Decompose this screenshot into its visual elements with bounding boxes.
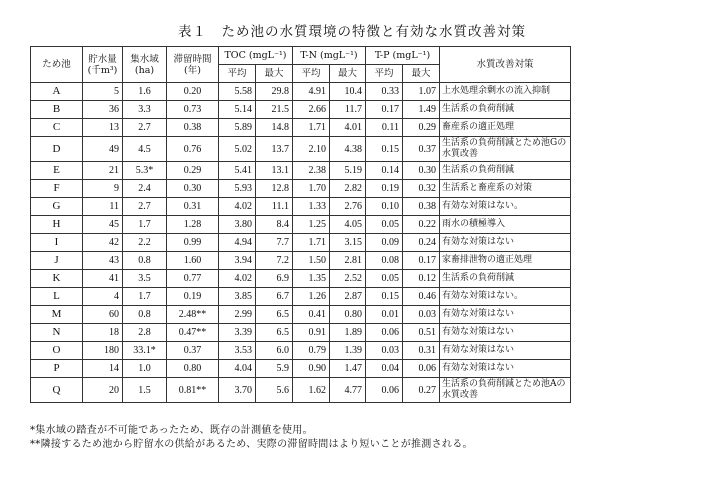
toc-avg-cell: 5.93 — [219, 180, 256, 198]
pond-cell: H — [31, 216, 83, 234]
storage-cell: 42 — [83, 234, 123, 252]
measure-cell: 生活系の負荷削減 — [440, 270, 571, 288]
tn-max-cell: 5.19 — [330, 162, 366, 180]
tp-avg-cell: 0.17 — [366, 101, 403, 119]
tp-avg-cell: 0.06 — [366, 324, 403, 342]
measure-cell: 有効な対策はない — [440, 360, 571, 378]
retention-cell: 0.81** — [167, 378, 219, 403]
toc-avg-cell: 5.14 — [219, 101, 256, 119]
footnote-retention: **隣接するため池から貯留水の供給があるため、実際の滞留時間はより短いことが推測される。 — [30, 439, 473, 450]
tn-avg-cell: 1.70 — [293, 180, 330, 198]
retention-cell: 0.20 — [167, 83, 219, 101]
tn-max-cell: 11.7 — [330, 101, 366, 119]
tp-avg-cell: 0.04 — [366, 360, 403, 378]
toc-avg-cell: 5.89 — [219, 119, 256, 137]
measure-cell: 畜産系の適正処理 — [440, 119, 571, 137]
table-row — [31, 324, 571, 342]
table-row — [31, 162, 571, 180]
toc-max-cell: 6.5 — [256, 324, 293, 342]
catchment-cell: 3.3 — [123, 101, 167, 119]
tp-max-cell: 0.27 — [403, 378, 440, 403]
toc-max-cell: 29.8 — [256, 83, 293, 101]
toc-avg-cell: 3.53 — [219, 342, 256, 360]
header-toc: TOC (mgL⁻¹) — [219, 47, 293, 65]
table-row — [31, 83, 571, 101]
header-catchment-label: 集水域 — [130, 53, 159, 65]
toc-max-cell: 7.2 — [256, 252, 293, 270]
tn-avg-cell: 1.62 — [293, 378, 330, 403]
measure-cell: 有効な対策はない — [440, 342, 571, 360]
tn-max-cell: 2.81 — [330, 252, 366, 270]
tn-avg-cell: 1.71 — [293, 119, 330, 137]
tp-avg-cell: 0.01 — [366, 306, 403, 324]
storage-cell: 36 — [83, 101, 123, 119]
tn-avg-cell: 1.26 — [293, 288, 330, 306]
table-body — [31, 83, 571, 403]
toc-max-cell: 6.5 — [256, 306, 293, 324]
toc-max-cell: 5.6 — [256, 378, 293, 403]
toc-max-cell: 6.7 — [256, 288, 293, 306]
catchment-cell: 3.5 — [123, 270, 167, 288]
toc-max-cell: 13.7 — [256, 137, 293, 162]
toc-max-cell: 7.7 — [256, 234, 293, 252]
table-row — [31, 270, 571, 288]
toc-max-cell: 8.4 — [256, 216, 293, 234]
retention-cell: 0.38 — [167, 119, 219, 137]
retention-cell: 0.19 — [167, 288, 219, 306]
storage-cell: 180 — [83, 342, 123, 360]
tn-avg-cell: 0.41 — [293, 306, 330, 324]
header-tp-avg: 平均 — [366, 65, 403, 83]
toc-avg-cell: 3.85 — [219, 288, 256, 306]
header-storage-label: 貯水量 — [88, 53, 117, 65]
tp-max-cell: 0.38 — [403, 198, 440, 216]
retention-cell: 0.47** — [167, 324, 219, 342]
pond-cell: J — [31, 252, 83, 270]
storage-cell: 45 — [83, 216, 123, 234]
tn-max-cell: 4.05 — [330, 216, 366, 234]
tp-max-cell: 0.24 — [403, 234, 440, 252]
table-row — [31, 342, 571, 360]
storage-cell: 41 — [83, 270, 123, 288]
tn-avg-cell: 1.71 — [293, 234, 330, 252]
tn-max-cell: 4.01 — [330, 119, 366, 137]
table-row — [31, 306, 571, 324]
toc-max-cell: 12.8 — [256, 180, 293, 198]
table-row — [31, 101, 571, 119]
tn-max-cell: 0.80 — [330, 306, 366, 324]
tn-avg-cell: 0.79 — [293, 342, 330, 360]
retention-cell: 0.37 — [167, 342, 219, 360]
catchment-cell: 5.3* — [123, 162, 167, 180]
pond-cell: L — [31, 288, 83, 306]
tn-avg-cell: 4.91 — [293, 83, 330, 101]
table-row — [31, 252, 571, 270]
tp-avg-cell: 0.10 — [366, 198, 403, 216]
tp-avg-cell: 0.15 — [366, 137, 403, 162]
measure-cell: 有効な対策はない — [440, 324, 571, 342]
toc-avg-cell: 4.04 — [219, 360, 256, 378]
toc-max-cell: 6.9 — [256, 270, 293, 288]
header-tn-max: 最大 — [330, 65, 366, 83]
toc-max-cell: 5.9 — [256, 360, 293, 378]
toc-max-cell: 14.8 — [256, 119, 293, 137]
storage-cell: 4 — [83, 288, 123, 306]
tp-avg-cell: 0.33 — [366, 83, 403, 101]
catchment-cell: 2.7 — [123, 119, 167, 137]
header-toc-max: 最大 — [256, 65, 293, 83]
tp-max-cell: 0.37 — [403, 137, 440, 162]
tp-max-cell: 0.46 — [403, 288, 440, 306]
tp-avg-cell: 0.11 — [366, 119, 403, 137]
toc-avg-cell: 5.41 — [219, 162, 256, 180]
catchment-cell: 1.0 — [123, 360, 167, 378]
catchment-cell: 2.2 — [123, 234, 167, 252]
measure-cell: 有効な対策はない — [440, 306, 571, 324]
header-retention — [167, 47, 219, 83]
storage-cell: 43 — [83, 252, 123, 270]
tp-avg-cell: 0.08 — [366, 252, 403, 270]
tn-max-cell: 2.82 — [330, 180, 366, 198]
tp-max-cell: 0.32 — [403, 180, 440, 198]
tp-avg-cell: 0.19 — [366, 180, 403, 198]
tn-avg-cell: 1.35 — [293, 270, 330, 288]
tn-avg-cell: 0.91 — [293, 324, 330, 342]
measure-cell: 生活系の負荷削減 — [440, 101, 571, 119]
header-retention-label: 滞留時間 — [173, 53, 212, 65]
tn-avg-cell: 1.50 — [293, 252, 330, 270]
header-storage-unit: (千m³) — [87, 64, 118, 76]
pond-cell: Q — [31, 378, 83, 403]
toc-avg-cell: 3.39 — [219, 324, 256, 342]
table-row — [31, 216, 571, 234]
table-row — [31, 198, 571, 216]
pond-cell: K — [31, 270, 83, 288]
tp-avg-cell: 0.03 — [366, 342, 403, 360]
catchment-cell: 1.5 — [123, 378, 167, 403]
tn-max-cell: 4.38 — [330, 137, 366, 162]
measure-cell: 有効な対策はない。 — [440, 288, 571, 306]
tp-max-cell: 0.17 — [403, 252, 440, 270]
storage-cell: 11 — [83, 198, 123, 216]
table-row — [31, 180, 571, 198]
measure-cell: 有効な対策はない — [440, 234, 571, 252]
measure-cell: 有効な対策はない。 — [440, 198, 571, 216]
header-catchment — [123, 47, 167, 83]
table-row — [31, 288, 571, 306]
storage-cell: 5 — [83, 83, 123, 101]
retention-cell: 0.77 — [167, 270, 219, 288]
table-caption: 表１ ため池の水質環境の特徴と有効な水質改善対策 — [178, 24, 526, 40]
toc-avg-cell: 3.80 — [219, 216, 256, 234]
table-row — [31, 234, 571, 252]
catchment-cell: 33.1* — [123, 342, 167, 360]
pond-cell: M — [31, 306, 83, 324]
header-measures: 水質改善対策 — [440, 47, 571, 83]
storage-cell: 13 — [83, 119, 123, 137]
toc-avg-cell: 3.94 — [219, 252, 256, 270]
tp-max-cell: 1.49 — [403, 101, 440, 119]
header-retention-unit: (年) — [184, 64, 201, 76]
retention-cell: 0.99 — [167, 234, 219, 252]
tp-avg-cell: 0.14 — [366, 162, 403, 180]
retention-cell: 0.76 — [167, 137, 219, 162]
tp-max-cell: 1.07 — [403, 83, 440, 101]
tp-max-cell: 0.31 — [403, 342, 440, 360]
tn-avg-cell: 2.66 — [293, 101, 330, 119]
measure-cell: 生活系の負荷削減 — [440, 162, 571, 180]
toc-max-cell: 13.1 — [256, 162, 293, 180]
toc-avg-cell: 5.58 — [219, 83, 256, 101]
measure-cell: 家畜排泄物の適正処理 — [440, 252, 571, 270]
table-row — [31, 360, 571, 378]
tn-max-cell: 2.87 — [330, 288, 366, 306]
pond-cell: O — [31, 342, 83, 360]
toc-avg-cell: 4.94 — [219, 234, 256, 252]
catchment-cell: 1.6 — [123, 83, 167, 101]
tn-max-cell: 4.77 — [330, 378, 366, 403]
toc-avg-cell: 3.70 — [219, 378, 256, 403]
catchment-cell: 1.7 — [123, 288, 167, 306]
tp-max-cell: 0.03 — [403, 306, 440, 324]
storage-cell: 21 — [83, 162, 123, 180]
retention-cell: 0.29 — [167, 162, 219, 180]
retention-cell: 1.28 — [167, 216, 219, 234]
tn-max-cell: 1.89 — [330, 324, 366, 342]
toc-max-cell: 6.0 — [256, 342, 293, 360]
pond-cell: P — [31, 360, 83, 378]
measure-cell: 雨水の積極導入 — [440, 216, 571, 234]
toc-avg-cell: 4.02 — [219, 270, 256, 288]
header-toc-avg: 平均 — [219, 65, 256, 83]
header-tn: T-N (mgL⁻¹) — [293, 47, 366, 65]
pond-cell: B — [31, 101, 83, 119]
retention-cell: 0.73 — [167, 101, 219, 119]
catchment-cell: 1.7 — [123, 216, 167, 234]
pond-cell: C — [31, 119, 83, 137]
toc-avg-cell: 5.02 — [219, 137, 256, 162]
tn-avg-cell: 2.38 — [293, 162, 330, 180]
catchment-cell: 2.4 — [123, 180, 167, 198]
footnote-catchment: *集水域の踏査が不可能であったため、既存の計測値を使用。 — [30, 425, 313, 436]
tp-max-cell: 0.06 — [403, 360, 440, 378]
header-tn-avg: 平均 — [293, 65, 330, 83]
tn-avg-cell: 2.10 — [293, 137, 330, 162]
storage-cell: 18 — [83, 324, 123, 342]
header-tp: T-P (mgL⁻¹) — [366, 47, 440, 65]
storage-cell: 14 — [83, 360, 123, 378]
measure-cell: 生活系と畜産系の対策 — [440, 180, 571, 198]
catchment-cell: 0.8 — [123, 306, 167, 324]
tn-max-cell: 10.4 — [330, 83, 366, 101]
toc-max-cell: 21.5 — [256, 101, 293, 119]
pond-cell: D — [31, 137, 83, 162]
header-catchment-unit: (ha) — [134, 64, 155, 76]
storage-cell: 20 — [83, 378, 123, 403]
tn-max-cell: 1.47 — [330, 360, 366, 378]
retention-cell: 1.60 — [167, 252, 219, 270]
pond-cell: G — [31, 198, 83, 216]
tp-max-cell: 0.51 — [403, 324, 440, 342]
storage-cell: 9 — [83, 180, 123, 198]
tp-max-cell: 0.30 — [403, 162, 440, 180]
measure-cell: 上水処理余剰水の流入抑制 — [440, 83, 571, 101]
tp-avg-cell: 0.06 — [366, 378, 403, 403]
toc-max-cell: 11.1 — [256, 198, 293, 216]
tp-max-cell: 0.12 — [403, 270, 440, 288]
toc-avg-cell: 4.02 — [219, 198, 256, 216]
catchment-cell: 2.7 — [123, 198, 167, 216]
retention-cell: 0.80 — [167, 360, 219, 378]
table-row — [31, 137, 571, 162]
tp-avg-cell: 0.05 — [366, 270, 403, 288]
measure-cell: 生活系の負荷削減とため池Gの水質改善 — [440, 137, 571, 162]
tn-max-cell: 2.76 — [330, 198, 366, 216]
tn-avg-cell: 1.25 — [293, 216, 330, 234]
table-row — [31, 119, 571, 137]
pond-cell: F — [31, 180, 83, 198]
table-row — [31, 378, 571, 403]
toc-avg-cell: 2.99 — [219, 306, 256, 324]
tn-max-cell: 2.52 — [330, 270, 366, 288]
storage-cell: 49 — [83, 137, 123, 162]
tp-max-cell: 0.22 — [403, 216, 440, 234]
measure-cell: 生活系の負荷削減とため池Aの水質改善 — [440, 378, 571, 403]
pond-cell: N — [31, 324, 83, 342]
header-storage — [83, 47, 123, 83]
retention-cell: 0.31 — [167, 198, 219, 216]
header-pond: ため池 — [31, 47, 83, 83]
pond-water-quality-table — [30, 46, 571, 403]
pond-cell: E — [31, 162, 83, 180]
pond-cell: I — [31, 234, 83, 252]
tp-avg-cell: 0.09 — [366, 234, 403, 252]
retention-cell: 0.30 — [167, 180, 219, 198]
pond-cell: A — [31, 83, 83, 101]
catchment-cell: 2.8 — [123, 324, 167, 342]
tp-avg-cell: 0.05 — [366, 216, 403, 234]
tn-max-cell: 3.15 — [330, 234, 366, 252]
tp-max-cell: 0.29 — [403, 119, 440, 137]
retention-cell: 2.48** — [167, 306, 219, 324]
catchment-cell: 0.8 — [123, 252, 167, 270]
storage-cell: 60 — [83, 306, 123, 324]
catchment-cell: 4.5 — [123, 137, 167, 162]
tp-avg-cell: 0.15 — [366, 288, 403, 306]
tn-avg-cell: 1.33 — [293, 198, 330, 216]
header-tp-max: 最大 — [403, 65, 440, 83]
tn-max-cell: 1.39 — [330, 342, 366, 360]
tn-avg-cell: 0.90 — [293, 360, 330, 378]
